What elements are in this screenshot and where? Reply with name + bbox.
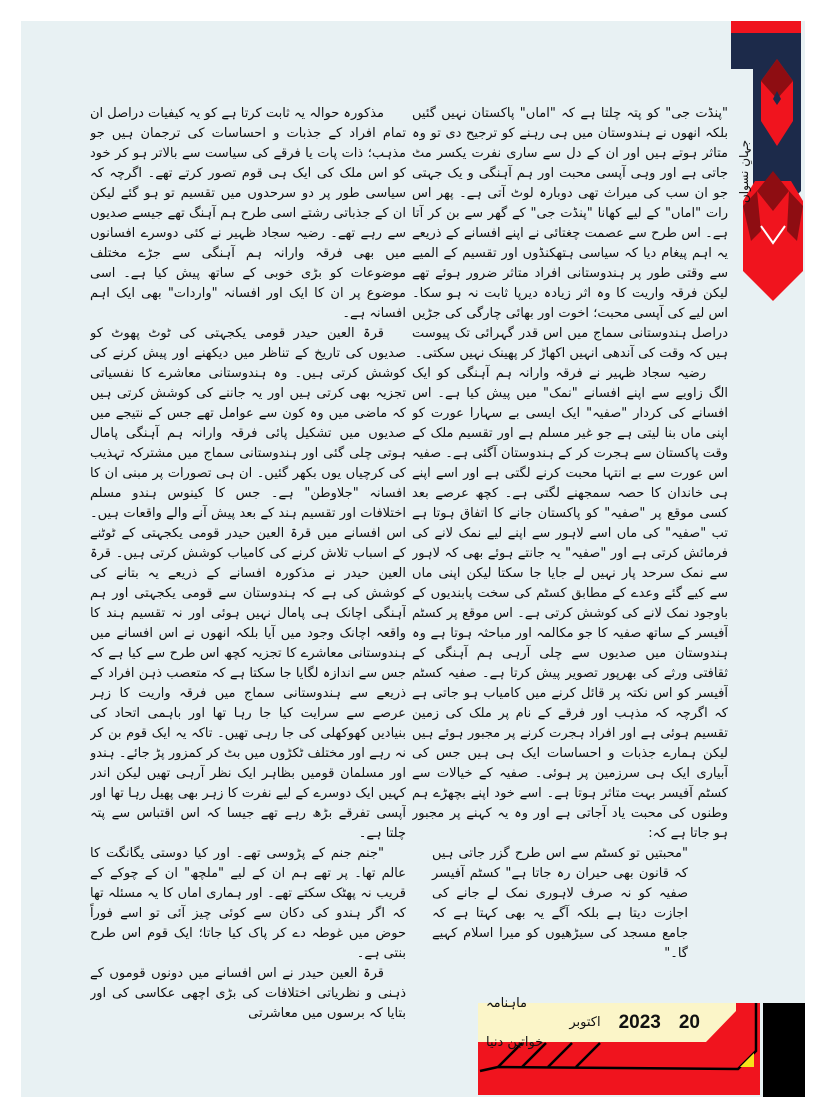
strip-top-bar (731, 21, 801, 33)
footer-black-block (763, 1003, 805, 1097)
quotation-paragraph: "جنم جنم کے پڑوسی تھے۔ اور کیا دوستی یگانگت کا عالم تھا۔ پر تھے ہم ان کے لیے "ملچھ" ان کے چوکے کے قریب نہ پھٹک سکتے تھے۔ اور ہماری اماں کا یہ مسئلہ تھا کہ اگر ہندو کی دکان سے کوئی چیز آئی تو اسے فوراً حوض میں غوطہ دے کر پاک کیا جاتا؛ ایک قوم اس طرح بنتی ہے۔ (90, 846, 406, 961)
issue-month: اکتوبر (569, 1015, 601, 1030)
paragraph: قرۃ العین حیدر قومی یکجہتی کی ٹوٹ پھوٹ کو صدیوں کی تاریخ کے تناظر میں دیکھنے اور پیش کرنے کی کوشش کرتی ہیں۔ وہ ہندوستانی معاشرے کا نفسیاتی تجزیہ بھی کرتی ہیں اور یہ جاننے کی کوشش کرتی ہیں کہ ماضی میں وہ کون سے عوامل تھے جس کے نتیجے میں صدیوں میں تشکیل پائی فرقہ وارانہ ہم آہنگی پامال ہوتی چلی گئی اور ہندوستانی سماج میں مشترکہ تہذیب کی کرچیاں یوں بکھر گئیں۔ ان ہی تصورات پر مبنی ان کا افسانہ "جلاوطن" ہے۔ جس کا کینوس ہندو مسلم اختلافات اور تقسیم ہند کے بعد پیش آنے والے واقعات ہیں۔ اس افسانے میں قرۃ العین حیدر قومی یکجہتی کے ٹوٹنے کے اسباب تلاش کرنے کی کامیاب کوشش کرتی ہیں۔ قرۃ العین حیدر نے مذکورہ افسانے کے ذریعے یہ بتانے کی کوشش کی ہے کہ ہندوستان سے قومی یکجہتی اور ہم آہنگی اچانک ہی پامال نہیں ہوئی اور نہ تقسیم ہند کا واقعہ اچانک وجود میں آیا بلکہ انھوں نے اس افسانے میں ہندوستانی معاشرے کا تجزیہ کچھ اس طرح سے کیا ہے کہ جس سے اندازہ لگایا جا سکتا ہے کہ متعصب ذہن افراد کے ذریعے سے ہندوستانی سماج میں فرقہ واریت کا زہر عرصے سے سرایت کیا جا رہا تھا اور باہمی اتحاد کی بنیادیں کھوکھلی کی جا رہی تھیں۔ تاکہ یہ ایک قوم بن کر نہ رہے اور مختلف ٹکڑوں میں بٹ کر کمزور پڑ جائے۔ ہندو اور مسلمان قومیں بظاہر ایک نظر آرہی تھیں لیکن اندر کہیں ایک دوسرے کے لیے نفرت کا زہر بھی پھیل رہا تھا اور آپسی تفرقے بڑھ رہے تھے جیسا کہ اس اقتباس سے پتہ چلتا ہے۔ (90, 326, 406, 841)
paragraph: رضیہ سجاد ظہیر نے فرقہ وارانہ ہم آہنگی کو ایک الگ زاویے سے اپنے افسانے "نمک" میں پیش کیا ہے۔ اس افسانے کی کردار "صفیہ" ایک ایسی بے سہارا عورت کو اپنی ماں بنا لیتی ہے جو غیر مسلم ہے اور تقسیم ملک کے وقت پاکستان سے ہجرت کر کے ہندوستان آگئی ہے۔ صفیہ اس عورت سے بے انتہا محبت کرنے لگتی ہے اور اسے اپنے ہی خاندان کا حصہ سمجھنے لگتی ہے۔ کچھ عرصے بعد کسی موقع پر "صفیہ" کو پاکستان جانے کا اتفاق ہوتا ہے تب "صفیہ" کی ماں اسے لاہور سے اپنے لیے نمک لانے کی فرمائش کرتی ہے اور "صفیہ" یہ جانتے ہوئے بھی کہ لاہور سے نمک سرحد پار نہیں لے جایا جا سکتا لیکن اپنی ماں سے کیے گئے وعدے کے مطابق کسٹم کی سخت پابندیوں کے باوجود نمک لانے کی کوشش کرتی ہے۔ اس موقع پر کسٹم آفیسر کے ساتھ صفیہ کا جو مکالمہ اور مباحثہ ہوتا ہے وہ ہندوستان میں صدیوں سے چلی آرہی ہم آہنگی کے ثقافتی ورثے کی بھرپور تصویر پیش کرتا ہے۔ صفیہ کسٹم آفیسر کو اس نکتہ پر قائل کرنے میں کامیاب ہو جاتی ہے کہ اگرچہ کہ مذہب اور فرقے کے نام پر ملک کی زمین تقسیم ہوئی ہے اور افراد ہجرت کرنے پر مجبور ہوئے ہیں لیکن ہمارے جذبات و احساسات ایک ہی ہیں جس کی آبیاری ایک ہی سرزمین پر ہوئی۔ صفیہ کے خیالات سے کسٹم آفیسر بہت متاثر ہوتا ہے۔ اسے خود اپنے بچھڑے ہم وطنوں کی محبت یاد آجاتی ہے اور وہ یہ کہنے پر مجبور ہو جاتا ہے کہ: (412, 366, 728, 841)
article-column-right (412, 104, 728, 996)
block-quote: "محبتیں تو کسٹم سے اس طرح گزر جاتی ہیں کہ قانون بھی حیران رہ جاتا ہے" کسٹم آفیسر صفیہ کو نہ صرف لاہوری نمک لے جانے کی اجازت دیتا ہے بلکہ آگے یہ بھی کہتا ہے کہ جامع مسجد کی سیڑھیوں کو میرا اسلام کہیے گا۔" (432, 846, 688, 961)
page-number: 20 (678, 1012, 700, 1033)
article-column-left (90, 104, 406, 1044)
paragraph: مذکورہ حوالہ یہ ثابت کرتا ہے کو یہ کیفیات دراصل ان تمام افراد کے جذبات و احساسات کی ترجمان ہیں جو مذہب؛ ذات پات یا فرقے کی سیاست سے بالاتر ہو کر خود کو اس ملک کی ایک ہی قوم تصور کرتے تھے۔ اگرچہ کہ سیاسی طور پر دو سرحدوں میں تقسیم تو ہو گئے لیکن ان کے جذباتی رشتے اسی طرح ہم آہنگ تھے جیسے صدیوں سے رہے تھے۔ رضیہ سجاد ظہیر نے کئی دوسرے افسانوں میں بھی فرقہ وارانہ ہم آہنگی سے جڑے مختلف موضوعات کو بڑی خوبی کے ساتھ پیش کیا ہے۔ اسی موضوع پر ان کا ایک اور افسانہ "واردات" بھی ایک اہم افسانہ ہے۔ (90, 106, 406, 321)
paragraph: قرۃ العین حیدر نے اس افسانے میں دونوں قوموں کے ذہنی و نظریاتی اختلافات کی بڑی اچھی عکاسی کی اور بتایا کہ برسوں میں معاشرتی (90, 966, 406, 1021)
magazine-name: ماہنامہ خواتین دنیا (486, 995, 544, 1050)
issue-year: 2023 (618, 1012, 661, 1033)
section-label: جہانِ نسواں (737, 140, 751, 204)
footer-text (486, 995, 700, 1050)
page-footer (478, 995, 760, 1095)
paragraph: "پنڈت جی" کو پتہ چلتا ہے کہ "اماں" پاکستان نہیں گئیں بلکہ انھوں نے ہندوستان میں ہی رہنے کو ترجیح دی تو وہ متاثر ہوتے ہیں اور ان کے دل سے ساری نفرت یکسر مٹ جاتی ہے اور وہی آپسی محبت اور ہم آہنگی و یک جہتی جو ان سب کی میراث تھی دوبارہ لوٹ آتی ہے۔ پھر اس رات "اماں" کے لیے کھانا "پنڈت جی" کے گھر سے بن کر آتا ہے۔ اس طرح سے عصمت چغتائی نے اپنے افسانے کے ذریعے یہ اہم پیغام دیا کہ سیاسی ہتھکنڈوں اور تقسیم کے المیے سے وقتی طور پر ہندوستانی افراد متاثر ضرور ہوئے تھے لیکن فرقہ واریت کا وہ اثر زیادہ دیرپا ثابت نہ ہو سکا۔ اس لیے کی آپسی محبت؛ اخوت اور بھائی چارگی کی جڑیں دراصل ہندوستانی سماج میں اس قدر گہرائی تک پیوست ہیں کہ وقت کی آندھی انہیں اکھاڑ کر پھینک نہیں سکتی۔ (412, 106, 728, 361)
